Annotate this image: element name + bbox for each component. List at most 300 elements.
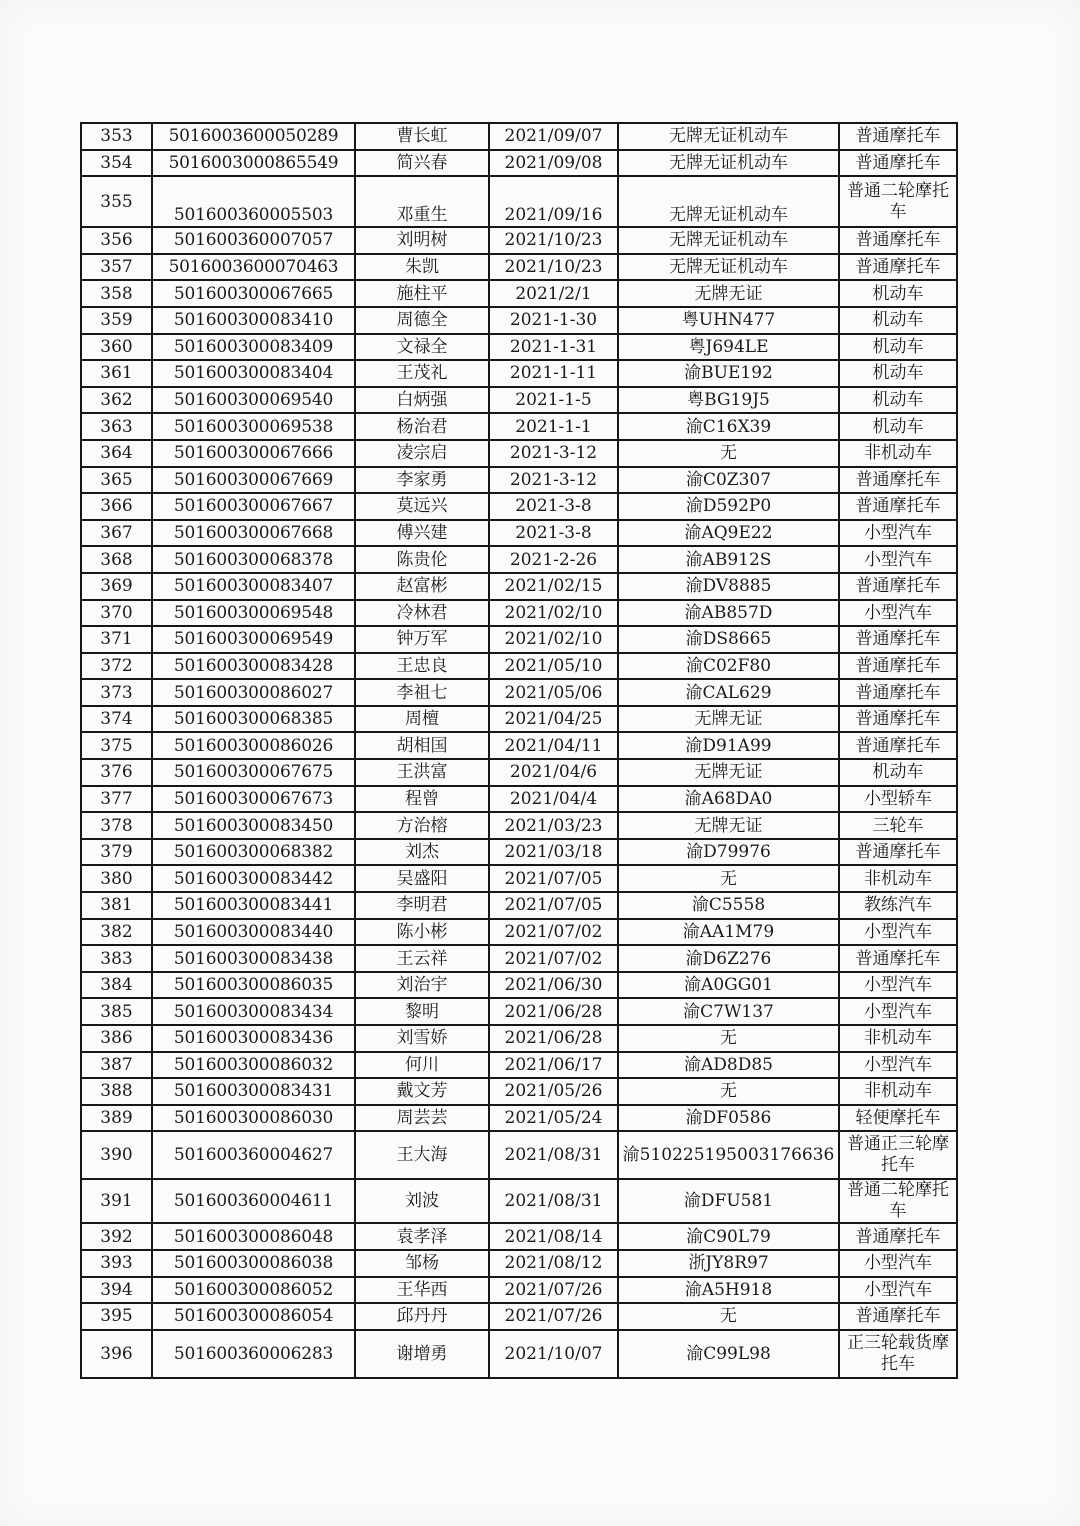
row-number-cell: 359 bbox=[81, 307, 152, 334]
vehicle-type-cell: 机动车 bbox=[839, 307, 957, 334]
plate-number-cell: 渝C7W137 bbox=[618, 998, 839, 1025]
vehicle-type-cell: 三轮车 bbox=[839, 812, 957, 839]
vehicle-type-cell: 普通摩托车 bbox=[839, 1223, 957, 1250]
date-cell: 2021-3-8 bbox=[489, 493, 618, 520]
record-id-cell: 501600300069540 bbox=[152, 387, 355, 414]
plate-number-cell: 无牌无证机动车 bbox=[618, 227, 839, 254]
record-id-cell: 501600300083441 bbox=[152, 892, 355, 919]
person-name-cell: 刘杰 bbox=[355, 839, 489, 866]
row-number-cell: 360 bbox=[81, 334, 152, 361]
record-id-cell: 501600300083438 bbox=[152, 945, 355, 972]
table-row bbox=[81, 1250, 957, 1277]
date-cell: 2021-3-12 bbox=[489, 467, 618, 494]
vehicle-type-cell: 普通二轮摩托车 bbox=[839, 1179, 957, 1223]
record-id-cell: 501600360006283 bbox=[152, 1330, 355, 1378]
date-cell: 2021/04/25 bbox=[489, 706, 618, 733]
row-number-cell: 392 bbox=[81, 1223, 152, 1250]
vehicle-type-cell: 小型汽车 bbox=[839, 1052, 957, 1079]
record-id-cell: 501600300069538 bbox=[152, 413, 355, 440]
table-row bbox=[81, 440, 957, 467]
person-name-cell: 王云祥 bbox=[355, 945, 489, 972]
row-number-cell: 375 bbox=[81, 732, 152, 759]
record-id-cell: 501600300086026 bbox=[152, 732, 355, 759]
vehicle-type-cell: 非机动车 bbox=[839, 1078, 957, 1105]
vehicle-type-cell: 小型汽车 bbox=[839, 600, 957, 627]
row-number-cell: 357 bbox=[81, 254, 152, 281]
row-number-cell: 380 bbox=[81, 865, 152, 892]
person-name-cell: 邱丹丹 bbox=[355, 1303, 489, 1330]
record-id-cell: 501600300067675 bbox=[152, 759, 355, 786]
table-row bbox=[81, 732, 957, 759]
plate-number-cell: 渝AA1M79 bbox=[618, 919, 839, 946]
plate-number-cell: 渝D91A99 bbox=[618, 732, 839, 759]
row-number-cell: 396 bbox=[81, 1330, 152, 1378]
table-row bbox=[81, 387, 957, 414]
table-row bbox=[81, 706, 957, 733]
row-number-cell: 368 bbox=[81, 546, 152, 573]
record-id-cell: 501600300067668 bbox=[152, 520, 355, 547]
person-name-cell: 胡相国 bbox=[355, 732, 489, 759]
vehicle-type-cell: 机动车 bbox=[839, 387, 957, 414]
table-row bbox=[81, 945, 957, 972]
row-number-cell: 381 bbox=[81, 892, 152, 919]
record-id-cell: 501600300083450 bbox=[152, 812, 355, 839]
record-id-cell: 501600300086030 bbox=[152, 1105, 355, 1132]
table-row bbox=[81, 413, 957, 440]
plate-number-cell: 渝D6Z276 bbox=[618, 945, 839, 972]
row-number-cell: 354 bbox=[81, 150, 152, 177]
table-row bbox=[81, 1078, 957, 1105]
person-name-cell: 莫远兴 bbox=[355, 493, 489, 520]
date-cell: 2021/09/16 bbox=[489, 176, 618, 227]
date-cell: 2021/02/10 bbox=[489, 600, 618, 627]
table-row bbox=[81, 280, 957, 307]
row-number-cell: 355 bbox=[81, 176, 152, 227]
record-id-cell: 501600300083409 bbox=[152, 334, 355, 361]
record-id-cell: 501600360004611 bbox=[152, 1179, 355, 1223]
plate-number-cell: 无 bbox=[618, 440, 839, 467]
plate-number-cell: 渝C0Z307 bbox=[618, 467, 839, 494]
record-id-cell: 501600300069549 bbox=[152, 626, 355, 653]
row-number-cell: 378 bbox=[81, 812, 152, 839]
vehicle-type-cell: 小型汽车 bbox=[839, 1250, 957, 1277]
person-name-cell: 钟万军 bbox=[355, 626, 489, 653]
record-id-cell: 501600300067673 bbox=[152, 786, 355, 813]
person-name-cell: 方治榕 bbox=[355, 812, 489, 839]
record-id-cell: 5016003600050289 bbox=[152, 123, 355, 150]
row-number-cell: 394 bbox=[81, 1277, 152, 1304]
record-id-cell: 5016003000865549 bbox=[152, 150, 355, 177]
date-cell: 2021/10/23 bbox=[489, 254, 618, 281]
date-cell: 2021/03/23 bbox=[489, 812, 618, 839]
plate-number-cell: 渝AB912S bbox=[618, 546, 839, 573]
plate-number-cell: 浙JY8R97 bbox=[618, 1250, 839, 1277]
person-name-cell: 傅兴建 bbox=[355, 520, 489, 547]
date-cell: 2021/08/31 bbox=[489, 1131, 618, 1179]
record-id-cell: 501600300083440 bbox=[152, 919, 355, 946]
row-number-cell: 387 bbox=[81, 1052, 152, 1079]
record-id-cell: 501600360007057 bbox=[152, 227, 355, 254]
row-number-cell: 358 bbox=[81, 280, 152, 307]
vehicle-type-cell: 非机动车 bbox=[839, 865, 957, 892]
row-number-cell: 389 bbox=[81, 1105, 152, 1132]
record-id-cell: 501600300086032 bbox=[152, 1052, 355, 1079]
plate-number-cell: 无牌无证机动车 bbox=[618, 123, 839, 150]
record-id-cell: 5016003600070463 bbox=[152, 254, 355, 281]
record-id-cell: 501600300083431 bbox=[152, 1078, 355, 1105]
plate-number-cell: 渝C02F80 bbox=[618, 653, 839, 680]
table-row bbox=[81, 546, 957, 573]
plate-number-cell: 渝AQ9E22 bbox=[618, 520, 839, 547]
record-id-cell: 501600300068385 bbox=[152, 706, 355, 733]
plate-number-cell: 粤BG19J5 bbox=[618, 387, 839, 414]
plate-number-cell: 无 bbox=[618, 865, 839, 892]
record-id-cell: 501600300069548 bbox=[152, 600, 355, 627]
record-id-cell: 501600300083410 bbox=[152, 307, 355, 334]
row-number-cell: 379 bbox=[81, 839, 152, 866]
person-name-cell: 李明君 bbox=[355, 892, 489, 919]
record-id-cell: 501600300086038 bbox=[152, 1250, 355, 1277]
record-id-cell: 501600300086035 bbox=[152, 972, 355, 999]
record-id-cell: 501600300083442 bbox=[152, 865, 355, 892]
vehicle-type-cell: 普通正三轮摩托车 bbox=[839, 1131, 957, 1179]
vehicle-type-cell: 普通摩托车 bbox=[839, 839, 957, 866]
person-name-cell: 陈小彬 bbox=[355, 919, 489, 946]
table-row bbox=[81, 1105, 957, 1132]
date-cell: 2021-1-31 bbox=[489, 334, 618, 361]
table-row bbox=[81, 360, 957, 387]
vehicle-type-cell: 普通摩托车 bbox=[839, 945, 957, 972]
plate-number-cell: 无牌无证 bbox=[618, 759, 839, 786]
date-cell: 2021/05/24 bbox=[489, 1105, 618, 1132]
person-name-cell: 黎明 bbox=[355, 998, 489, 1025]
record-id-cell: 501600300083428 bbox=[152, 653, 355, 680]
date-cell: 2021/08/31 bbox=[489, 1179, 618, 1223]
plate-number-cell: 渝A68DA0 bbox=[618, 786, 839, 813]
plate-number-cell: 无牌无证 bbox=[618, 812, 839, 839]
table-row bbox=[81, 653, 957, 680]
row-number-cell: 377 bbox=[81, 786, 152, 813]
row-number-cell: 373 bbox=[81, 679, 152, 706]
record-id-cell: 501600300068382 bbox=[152, 839, 355, 866]
table-row bbox=[81, 839, 957, 866]
record-id-cell: 501600300083407 bbox=[152, 573, 355, 600]
plate-number-cell: 无牌无证机动车 bbox=[618, 150, 839, 177]
vehicle-type-cell: 普通摩托车 bbox=[839, 626, 957, 653]
plate-number-cell: 渝CAL629 bbox=[618, 679, 839, 706]
date-cell: 2021-1-5 bbox=[489, 387, 618, 414]
vehicle-type-cell: 普通摩托车 bbox=[839, 150, 957, 177]
vehicle-type-cell: 普通摩托车 bbox=[839, 227, 957, 254]
table-row bbox=[81, 123, 957, 150]
plate-number-cell: 渝AD8D85 bbox=[618, 1052, 839, 1079]
row-number-cell: 369 bbox=[81, 573, 152, 600]
person-name-cell: 邹杨 bbox=[355, 1250, 489, 1277]
date-cell: 2021/07/05 bbox=[489, 892, 618, 919]
table-row bbox=[81, 1025, 957, 1052]
row-number-cell: 385 bbox=[81, 998, 152, 1025]
date-cell: 2021/10/23 bbox=[489, 227, 618, 254]
vehicle-type-cell: 机动车 bbox=[839, 413, 957, 440]
plate-number-cell: 渝A0GG01 bbox=[618, 972, 839, 999]
table-row bbox=[81, 972, 957, 999]
person-name-cell: 李祖七 bbox=[355, 679, 489, 706]
plate-number-cell: 无牌无证机动车 bbox=[618, 254, 839, 281]
person-name-cell: 吴盛阳 bbox=[355, 865, 489, 892]
table-row bbox=[81, 1179, 957, 1223]
table-row bbox=[81, 626, 957, 653]
plate-number-cell: 无 bbox=[618, 1078, 839, 1105]
vehicle-type-cell: 普通摩托车 bbox=[839, 653, 957, 680]
row-number-cell: 388 bbox=[81, 1078, 152, 1105]
date-cell: 2021/07/26 bbox=[489, 1277, 618, 1304]
record-table bbox=[80, 122, 958, 1379]
row-number-cell: 353 bbox=[81, 123, 152, 150]
row-number-cell: 370 bbox=[81, 600, 152, 627]
date-cell: 2021/04/6 bbox=[489, 759, 618, 786]
row-number-cell: 371 bbox=[81, 626, 152, 653]
plate-number-cell: 渝C90L79 bbox=[618, 1223, 839, 1250]
vehicle-type-cell: 普通摩托车 bbox=[839, 1303, 957, 1330]
date-cell: 2021-2-26 bbox=[489, 546, 618, 573]
plate-number-cell: 无牌无证机动车 bbox=[618, 176, 839, 227]
row-number-cell: 364 bbox=[81, 440, 152, 467]
plate-number-cell: 渝DS8665 bbox=[618, 626, 839, 653]
person-name-cell: 刘明树 bbox=[355, 227, 489, 254]
vehicle-type-cell: 非机动车 bbox=[839, 440, 957, 467]
plate-number-cell: 粤UHN477 bbox=[618, 307, 839, 334]
vehicle-type-cell: 机动车 bbox=[839, 280, 957, 307]
vehicle-type-cell: 普通摩托车 bbox=[839, 123, 957, 150]
plate-number-cell: 无 bbox=[618, 1025, 839, 1052]
vehicle-type-cell: 小型汽车 bbox=[839, 520, 957, 547]
person-name-cell: 简兴春 bbox=[355, 150, 489, 177]
date-cell: 2021/07/26 bbox=[489, 1303, 618, 1330]
table-row bbox=[81, 227, 957, 254]
person-name-cell: 刘波 bbox=[355, 1179, 489, 1223]
table-row bbox=[81, 150, 957, 177]
vehicle-type-cell: 小型汽车 bbox=[839, 546, 957, 573]
table-row bbox=[81, 1330, 957, 1378]
plate-number-cell: 渝A5H918 bbox=[618, 1277, 839, 1304]
date-cell: 2021-3-12 bbox=[489, 440, 618, 467]
row-number-cell: 395 bbox=[81, 1303, 152, 1330]
table-row bbox=[81, 919, 957, 946]
person-name-cell: 杨治君 bbox=[355, 413, 489, 440]
date-cell: 2021/05/10 bbox=[489, 653, 618, 680]
plate-number-cell: 渝C5558 bbox=[618, 892, 839, 919]
vehicle-type-cell: 普通摩托车 bbox=[839, 254, 957, 281]
table-row bbox=[81, 1223, 957, 1250]
table-row bbox=[81, 998, 957, 1025]
date-cell: 2021/06/28 bbox=[489, 998, 618, 1025]
table-row bbox=[81, 176, 957, 227]
date-cell: 2021/10/07 bbox=[489, 1330, 618, 1378]
date-cell: 2021-1-1 bbox=[489, 413, 618, 440]
person-name-cell: 朱凯 bbox=[355, 254, 489, 281]
person-name-cell: 冷林君 bbox=[355, 600, 489, 627]
vehicle-type-cell: 教练汽车 bbox=[839, 892, 957, 919]
record-id-cell: 501600360005503 bbox=[152, 176, 355, 227]
date-cell: 2021/08/12 bbox=[489, 1250, 618, 1277]
row-number-cell: 363 bbox=[81, 413, 152, 440]
row-number-cell: 367 bbox=[81, 520, 152, 547]
date-cell: 2021/2/1 bbox=[489, 280, 618, 307]
table-row bbox=[81, 786, 957, 813]
row-number-cell: 390 bbox=[81, 1131, 152, 1179]
vehicle-type-cell: 小型汽车 bbox=[839, 998, 957, 1025]
plate-number-cell: 渝DF0586 bbox=[618, 1105, 839, 1132]
row-number-cell: 384 bbox=[81, 972, 152, 999]
vehicle-type-cell: 小型汽车 bbox=[839, 1277, 957, 1304]
plate-number-cell: 渝D592P0 bbox=[618, 493, 839, 520]
record-id-cell: 501600300086027 bbox=[152, 679, 355, 706]
table-row bbox=[81, 254, 957, 281]
plate-number-cell: 无牌无证 bbox=[618, 706, 839, 733]
person-name-cell: 程曾 bbox=[355, 786, 489, 813]
date-cell: 2021-1-11 bbox=[489, 360, 618, 387]
vehicle-type-cell: 机动车 bbox=[839, 759, 957, 786]
person-name-cell: 王洪富 bbox=[355, 759, 489, 786]
table-row bbox=[81, 600, 957, 627]
plate-number-cell: 渝510225195003176636 bbox=[618, 1131, 839, 1179]
date-cell: 2021/05/06 bbox=[489, 679, 618, 706]
table-row bbox=[81, 467, 957, 494]
date-cell: 2021/07/02 bbox=[489, 945, 618, 972]
vehicle-type-cell: 机动车 bbox=[839, 334, 957, 361]
date-cell: 2021/09/08 bbox=[489, 150, 618, 177]
vehicle-type-cell: 普通摩托车 bbox=[839, 573, 957, 600]
person-name-cell: 文禄全 bbox=[355, 334, 489, 361]
vehicle-type-cell: 普通二轮摩托车 bbox=[839, 176, 957, 227]
person-name-cell: 周檀 bbox=[355, 706, 489, 733]
plate-number-cell: 无牌无证 bbox=[618, 280, 839, 307]
plate-number-cell: 渝BUE192 bbox=[618, 360, 839, 387]
person-name-cell: 陈贵伦 bbox=[355, 546, 489, 573]
record-id-cell: 501600300086052 bbox=[152, 1277, 355, 1304]
row-number-cell: 362 bbox=[81, 387, 152, 414]
row-number-cell: 356 bbox=[81, 227, 152, 254]
person-name-cell: 李家勇 bbox=[355, 467, 489, 494]
date-cell: 2021/08/14 bbox=[489, 1223, 618, 1250]
vehicle-type-cell: 普通摩托车 bbox=[839, 706, 957, 733]
person-name-cell: 曹长虹 bbox=[355, 123, 489, 150]
row-number-cell: 374 bbox=[81, 706, 152, 733]
record-id-cell: 501600300083404 bbox=[152, 360, 355, 387]
table-row bbox=[81, 1303, 957, 1330]
vehicle-type-cell: 机动车 bbox=[839, 360, 957, 387]
date-cell: 2021/06/17 bbox=[489, 1052, 618, 1079]
record-id-cell: 501600300067666 bbox=[152, 440, 355, 467]
table-row bbox=[81, 307, 957, 334]
date-cell: 2021/05/26 bbox=[489, 1078, 618, 1105]
person-name-cell: 王忠良 bbox=[355, 653, 489, 680]
table-row bbox=[81, 493, 957, 520]
table-row bbox=[81, 1131, 957, 1179]
table-row bbox=[81, 892, 957, 919]
record-id-cell: 501600300068378 bbox=[152, 546, 355, 573]
person-name-cell: 邓重生 bbox=[355, 176, 489, 227]
person-name-cell: 凌宗启 bbox=[355, 440, 489, 467]
vehicle-type-cell: 小型轿车 bbox=[839, 786, 957, 813]
plate-number-cell: 渝DV8885 bbox=[618, 573, 839, 600]
row-number-cell: 386 bbox=[81, 1025, 152, 1052]
person-name-cell: 刘治宇 bbox=[355, 972, 489, 999]
table-row bbox=[81, 1277, 957, 1304]
row-number-cell: 391 bbox=[81, 1179, 152, 1223]
date-cell: 2021/07/05 bbox=[489, 865, 618, 892]
vehicle-type-cell: 普通摩托车 bbox=[839, 493, 957, 520]
table-row bbox=[81, 812, 957, 839]
row-number-cell: 376 bbox=[81, 759, 152, 786]
vehicle-type-cell: 普通摩托车 bbox=[839, 467, 957, 494]
person-name-cell: 刘雪娇 bbox=[355, 1025, 489, 1052]
date-cell: 2021/04/11 bbox=[489, 732, 618, 759]
plate-number-cell: 无 bbox=[618, 1303, 839, 1330]
table-row bbox=[81, 679, 957, 706]
date-cell: 2021/02/15 bbox=[489, 573, 618, 600]
date-cell: 2021/04/4 bbox=[489, 786, 618, 813]
date-cell: 2021-1-30 bbox=[489, 307, 618, 334]
record-id-cell: 501600300083434 bbox=[152, 998, 355, 1025]
date-cell: 2021/07/02 bbox=[489, 919, 618, 946]
record-id-cell: 501600300086048 bbox=[152, 1223, 355, 1250]
record-id-cell: 501600300086054 bbox=[152, 1303, 355, 1330]
record-id-cell: 501600300067669 bbox=[152, 467, 355, 494]
date-cell: 2021/09/07 bbox=[489, 123, 618, 150]
row-number-cell: 393 bbox=[81, 1250, 152, 1277]
person-name-cell: 白炳强 bbox=[355, 387, 489, 414]
row-number-cell: 365 bbox=[81, 467, 152, 494]
row-number-cell: 372 bbox=[81, 653, 152, 680]
vehicle-type-cell: 轻便摩托车 bbox=[839, 1105, 957, 1132]
person-name-cell: 何川 bbox=[355, 1052, 489, 1079]
vehicle-type-cell: 小型汽车 bbox=[839, 972, 957, 999]
record-id-cell: 501600300067665 bbox=[152, 280, 355, 307]
plate-number-cell: 渝D79976 bbox=[618, 839, 839, 866]
plate-number-cell: 渝C99L98 bbox=[618, 1330, 839, 1378]
record-id-cell: 501600360004627 bbox=[152, 1131, 355, 1179]
plate-number-cell: 粤J694LE bbox=[618, 334, 839, 361]
date-cell: 2021/02/10 bbox=[489, 626, 618, 653]
plate-number-cell: 渝AB857D bbox=[618, 600, 839, 627]
vehicle-type-cell: 普通摩托车 bbox=[839, 732, 957, 759]
row-number-cell: 361 bbox=[81, 360, 152, 387]
plate-number-cell: 渝DFU581 bbox=[618, 1179, 839, 1223]
vehicle-type-cell: 小型汽车 bbox=[839, 919, 957, 946]
vehicle-type-cell: 非机动车 bbox=[839, 1025, 957, 1052]
date-cell: 2021/06/30 bbox=[489, 972, 618, 999]
person-name-cell: 周德全 bbox=[355, 307, 489, 334]
person-name-cell: 赵富彬 bbox=[355, 573, 489, 600]
person-name-cell: 周芸芸 bbox=[355, 1105, 489, 1132]
table-row bbox=[81, 334, 957, 361]
date-cell: 2021-3-8 bbox=[489, 520, 618, 547]
table-row bbox=[81, 1052, 957, 1079]
person-name-cell: 王茂礼 bbox=[355, 360, 489, 387]
table-row bbox=[81, 759, 957, 786]
vehicle-type-cell: 正三轮载货摩托车 bbox=[839, 1330, 957, 1378]
person-name-cell: 谢增勇 bbox=[355, 1330, 489, 1378]
row-number-cell: 382 bbox=[81, 919, 152, 946]
record-id-cell: 501600300067667 bbox=[152, 493, 355, 520]
person-name-cell: 王大海 bbox=[355, 1131, 489, 1179]
person-name-cell: 施柱平 bbox=[355, 280, 489, 307]
vehicle-type-cell: 普通摩托车 bbox=[839, 679, 957, 706]
table-row bbox=[81, 520, 957, 547]
record-table-body bbox=[81, 123, 957, 1378]
table-row bbox=[81, 865, 957, 892]
